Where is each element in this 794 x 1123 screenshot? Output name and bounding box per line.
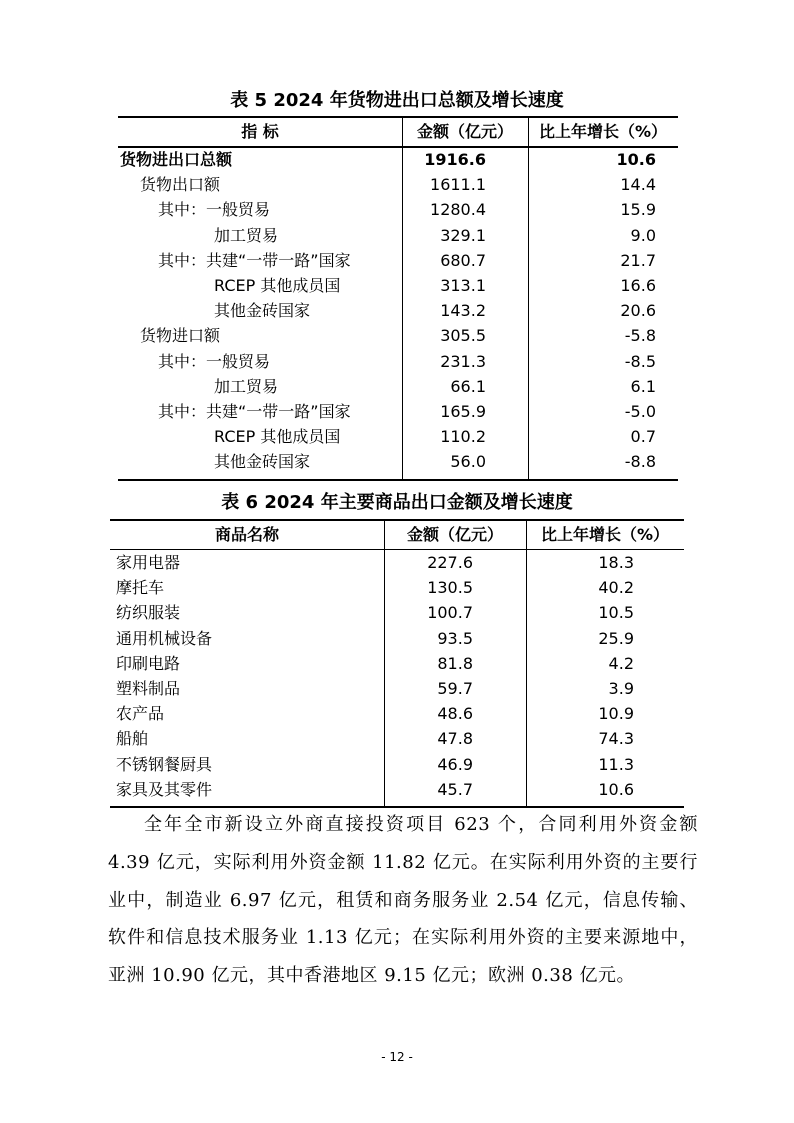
table-row-amount: 313.1 — [440, 276, 486, 295]
table-row-label: RCEP 其他成员国 — [214, 427, 341, 447]
table-row-amount: 59.7 — [437, 679, 473, 698]
table-row-growth: 74.3 — [598, 729, 634, 749]
table-row-label: 货物进口额 — [140, 326, 221, 346]
table-row-label: 塑料制品 — [116, 679, 181, 698]
table-row-label: 加工贸易 — [214, 376, 279, 396]
table-row-label: 印刷电路 — [116, 653, 181, 673]
table-row-growth: 16.6 — [620, 276, 656, 295]
table-row-growth: 14.4 — [620, 175, 656, 195]
table-row-amount: 227.6 — [427, 553, 473, 572]
table-row-label: 货物出口额 — [140, 175, 221, 195]
table-row-label: 其中：一般贸易 — [158, 200, 271, 220]
table-row-amount: 45.7 — [437, 779, 473, 799]
table-row-label: 家具及其零件 — [116, 779, 213, 799]
table-row-amount: 680.7 — [440, 250, 486, 270]
table-row-label: 家用电器 — [116, 553, 181, 572]
table-row-growth: 0.7 — [630, 427, 656, 447]
table-row-amount: 100.7 — [427, 603, 473, 623]
table-row-label: 通用机械设备 — [116, 628, 213, 648]
table-top-rule — [110, 519, 684, 521]
table-bottom-rule — [118, 479, 678, 481]
table-row-growth: 20.6 — [620, 301, 656, 321]
table-row-amount: 1280.4 — [430, 200, 486, 220]
table-row-amount: 81.8 — [437, 653, 473, 673]
table-row-label: 不锈钢餐厨具 — [116, 754, 213, 774]
table-header-cell: 金额（亿元） — [416, 122, 513, 141]
table-row-growth: 10.5 — [598, 603, 634, 623]
table-header-cell: 金额（亿元） — [406, 525, 503, 544]
table-row-growth: -8.8 — [624, 452, 656, 472]
table-row-amount: 93.5 — [437, 628, 473, 648]
table-row-growth: 4.2 — [608, 653, 634, 673]
table-header-cell: 商品名称 — [214, 525, 279, 544]
table-row-growth: 6.1 — [630, 376, 656, 396]
table6-caption: 表 6 2024 年主要商品出口金额及增长速度 — [221, 492, 573, 513]
table-row-growth: -8.5 — [624, 351, 656, 371]
table-row-label: 加工贸易 — [214, 225, 279, 245]
table-row-label: 摩托车 — [116, 578, 165, 598]
table-row-growth: 15.9 — [620, 200, 656, 220]
table-row-amount: 46.9 — [437, 754, 473, 774]
table-row-growth: 25.9 — [598, 628, 634, 648]
body-paragraph: 全年全市新设立外商直接投资项目 623 个，合同利用外资金额 4.39 亿元，实际利用外资金额 11.82 亿元。在实际利用外资的主要行业中，制造业 6.97 亿元，租赁和商务服务业 2.54 亿元，信息传输、软件和信息技术服务业 1.13 亿元；在实际利用外资的主要来源地中，亚洲 10.90 亿元，其中香港地区 9.15 亿元；欧洲 0.38 亿元。 — [108, 814, 698, 987]
table-row-amount: 305.5 — [440, 326, 486, 346]
table-row-amount: 110.2 — [440, 427, 486, 447]
table-row-amount: 1916.6 — [424, 150, 486, 169]
table-row-growth: -5.8 — [624, 326, 656, 346]
table-row-amount: 66.1 — [450, 376, 486, 396]
table-row-growth: 18.3 — [598, 553, 634, 572]
table-row-label: 其中：共建“一带一路”国家 — [158, 402, 351, 421]
table-row-label: 其中：共建“一带一路”国家 — [158, 250, 351, 270]
table5-caption: 表 5 2024 年货物进出口总额及增长速度 — [230, 90, 564, 111]
table-row-amount: 143.2 — [440, 301, 486, 321]
table-row-growth: 10.6 — [598, 779, 634, 799]
table-row-amount: 47.8 — [437, 729, 473, 749]
table-row-growth: 21.7 — [620, 250, 656, 270]
table-row-label: 货物进出口总额 — [120, 150, 233, 169]
table-row-label: 船舶 — [116, 729, 149, 749]
table-row-growth: 3.9 — [608, 679, 634, 698]
table-row-label: 其他金砖国家 — [214, 452, 311, 472]
table-header-cell: 比上年增长（%） — [538, 122, 668, 141]
table-top-rule — [118, 116, 678, 118]
table-row-amount: 56.0 — [450, 452, 486, 472]
table-row-label: 纺织服装 — [116, 603, 181, 623]
table-row-growth: 10.9 — [598, 704, 634, 724]
table-row-amount: 130.5 — [427, 578, 473, 598]
table-row-label: 其中：一般贸易 — [158, 351, 271, 371]
page-number: - 12 - — [381, 1050, 413, 1064]
table-row-amount: 165.9 — [440, 402, 486, 421]
table-header-cell: 比上年增长（%） — [540, 525, 670, 544]
table-row-label: 其他金砖国家 — [214, 301, 311, 321]
table-row-growth: 40.2 — [598, 578, 634, 598]
table-row-growth: 10.6 — [616, 150, 656, 169]
table-row-amount: 231.3 — [440, 351, 486, 371]
table-row-amount: 48.6 — [437, 704, 473, 724]
table-row-growth: 11.3 — [598, 754, 634, 774]
table-row-amount: 329.1 — [440, 225, 486, 245]
table-row-growth: 9.0 — [630, 225, 656, 245]
table-row-label: RCEP 其他成员国 — [214, 276, 341, 295]
table-header-cell: 指 标 — [241, 122, 279, 141]
table-row-amount: 1611.1 — [430, 175, 486, 195]
table-row-label: 农产品 — [116, 704, 165, 724]
table-row-growth: -5.0 — [624, 402, 656, 421]
